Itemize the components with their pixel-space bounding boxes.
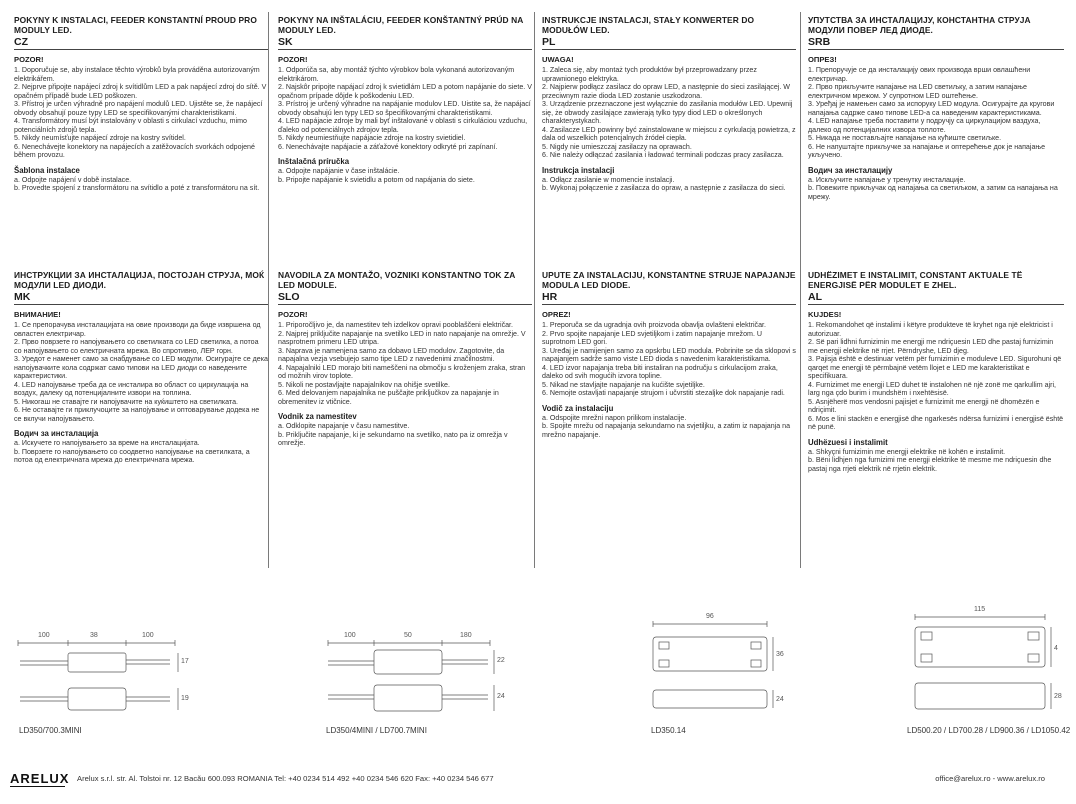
instruction-item: 5. Никогаш не ставајте ги напојувачите на куќиштето на светилката. xyxy=(14,397,238,406)
instruction-item: 6. Med delovanjem napajalnika ne puščajte priključkov za napajanje in obremenitev iz vtičnice. xyxy=(278,389,499,406)
guide-title: Inštalačná príručka xyxy=(278,157,350,166)
instruction-item: 3. Uređaj je namijenjen samo za opskrbu LED modula. Pobrinite se da sklopovi s napajanjem sadrže samo viste LED dioda s navedenim karakteristikama. xyxy=(542,346,796,363)
guide-item: a. Odklopite napajanje v času namestitve. xyxy=(278,422,410,430)
instruction-item: 6. Не напуштајте прикључке за напајање и оптерећење док је напајање укључено. xyxy=(808,142,1046,159)
guide-item: b. Bëni lidhjen nga furnizimi me energji elektrike të mesme me ndriçuesin dhe pastaj nga rrjeti elektrik në rrjetin elektrik. xyxy=(808,456,1052,473)
instruction-item: 1. Zaleca się, aby montaż tych produktów był przeprowadzany przez uprawnionego elektryka. xyxy=(542,66,757,83)
guide-item: b. Повежите прикључак од напајања са светиљком, а затим са напајања на мрежу. xyxy=(808,184,1058,201)
dimension-label: 100 xyxy=(142,632,154,639)
language-code: CZ xyxy=(14,36,268,50)
instruction-item: 1. Препоручује се да инсталацију ових производа врши овлашћени електричар. xyxy=(808,66,1031,83)
instruction-item: 1. Се препорачува инсталацијата на овие производи да биде извршена од овластен електричар. xyxy=(14,321,261,338)
guide-item: b. Wykonaj połączenie z zasilacza do opraw, a następnie z zasilacza do sieci. xyxy=(542,184,786,192)
warning-label: POZOR! xyxy=(278,55,308,64)
instruction-item: 6. Nenechávejte konektory na napájecích a zatěžovacích svorkách odpojené během provozu. xyxy=(14,142,255,159)
language-code: HR xyxy=(542,291,796,305)
guide-item: a. Odspojite mrežni napon prilikom instalacije. xyxy=(542,413,687,422)
instruction-item: 2. Najskôr pripojte napájací zdroj k svietidlám LED a potom napájanie do siete. V opačnom prípade dôjde k poškodeniu LED. xyxy=(278,83,532,100)
guide-item: b. Provedte spojení z transformátoru na svítidlo a poté z transformátoru na sít. xyxy=(14,184,260,192)
warning-label: ОПРЕЗ! xyxy=(808,55,837,64)
instruction-item: 2. Прво поврзете го напојувањето со светилката со LED светилка, а потоа со напојувањето со електричната мрежа. Во спротивно, ЛЕР горн. xyxy=(14,338,259,355)
logo-underline xyxy=(10,786,65,787)
model-label: LD500.20 / LD700.28 / LD900.36 / LD1050.42 xyxy=(907,726,1071,735)
section-srb xyxy=(808,15,1064,201)
guide-item: a. Odpojte napájanie v čase inštalácie. xyxy=(278,167,400,175)
company-address: Arelux s.r.l. str. Al. Tolstoi nr. 12 Bacău 600.093 ROMANIA Tel: +40 0234 514 492 +40 0234 546 620 Fax: +40 0234 546 677 xyxy=(77,774,494,783)
guide-title: Vodič za instalaciju xyxy=(542,403,614,413)
guide-item: b. Поврзете го напојувањето со соодветно напојување на светилката, а потоа од електричната мрежа до електричната мрежа. xyxy=(14,447,250,464)
instruction-item: 4. LED напајање треба поставити у подручју са циркулацијом ваздуха, далеко од потенцијалних извора топлоте. xyxy=(808,117,1041,134)
brand-logo: ARELUX xyxy=(10,771,70,786)
instruction-item: 3. Urządzenie przeznaczone jest wyłącznie do zasilania modułów LED. Upewnij się, że obwody zasilające zawierają tylko typy diod LED o określonych charakterystykach. xyxy=(542,100,793,125)
warning-label: UWAGA! xyxy=(542,55,574,64)
guide-title: Vodnik za namestitev xyxy=(278,412,357,421)
warning-label: ВНИМАНИЕ! xyxy=(14,310,61,319)
dimension-label: 100 xyxy=(38,632,50,639)
dimension-label: 17 xyxy=(181,658,189,665)
instruction-item: 3. Naprava je namenjena samo za dobavo LED modulov. Zagotovite, da napajalna vezja vsebujejo samo tipe LED z navedenimi značilnostmi. xyxy=(278,346,505,363)
dimension-label: 100 xyxy=(344,632,356,639)
instruction-item: 3. Pajisja është e destinuar vetëm për furnizimin e moduleve LED. Sigurohuni që qarqet me energji të përmbajnë vetëm llojet e LED me karakteristikat e specifikuara. xyxy=(808,355,1062,380)
product-drawing-ld500-20 xyxy=(905,605,1075,715)
product-drawing-ld350-4mini xyxy=(318,625,518,715)
guide-item: b. Spojite mrežu od napajanja sekundarno na svjetiljku, a zatim iz napajanja na mrežno napajanje. xyxy=(542,422,791,439)
guide-item: a. Искључите напајање у тренутку инсталације. xyxy=(808,175,966,184)
instruction-item: 5. Asnjëherë mos vendosni pajisjet e furnizimit me energji në dhomëzën e ndriçimit. xyxy=(808,397,1040,414)
product-drawing-ld350-700-3mini xyxy=(10,625,210,715)
guide-title: Водич за инсталација xyxy=(14,429,99,438)
instruction-item: 5. Никада не постављајте напајање на кућиште светиљке. xyxy=(808,134,1002,142)
guide-item: b. Priključite napajanje, ki je sekundarno na svetilko, nato pa iz omrežja v omrežje. xyxy=(278,430,508,447)
instruction-item: 3. Уређај је намењен само за испоруку LED модула. Осигурајте да кругови напајања садрже само типове LED-а са наведеним карактеристикама. xyxy=(808,100,1055,117)
instruction-item: 4. Furnizimet me energji LED duhet të instalohen në një zonë me qarkullim ajri, larg nga çdo burim i mundshëm i nxehtësisë. xyxy=(808,380,1057,397)
instruction-item: 5. Nikdy neumísťujte napájecí zdroje na kostry svítidel. xyxy=(14,134,186,142)
dimension-label: 38 xyxy=(90,632,98,639)
product-drawing-ld350-14 xyxy=(645,612,785,712)
section-title: POKYNY NA INŠTALÁCIU, FEEDER KONŠTANTNÝ PRÚD NA MODULY LED. xyxy=(278,15,524,35)
model-label: LD350/4MINI / LD700.7MINI xyxy=(326,726,427,735)
warning-label: POZOR! xyxy=(14,55,44,64)
instruction-item: 6. Nemojte ostavljati napajanje strujom i učvrstiti stezaljke dok napajanje radi. xyxy=(542,389,785,397)
language-code: PL xyxy=(542,36,796,50)
instruction-item: 5. Nikad ne stavljajte napajanje na kućište svjetiljke. xyxy=(542,380,705,389)
section-title: INSTRUKCJE INSTALACJI, STAŁY KONWERTER DO MODUŁÓW LED. xyxy=(542,15,755,35)
guide-item: a. Shkyçni furnizimin me energji elektrike në kohën e instalimit. xyxy=(808,447,1006,456)
instruction-item: 5. Nikoli ne postavljajte napajalnikov na ohišje svetilke. xyxy=(278,380,450,389)
section-mk xyxy=(14,270,268,465)
dimension-label: 28 xyxy=(1054,693,1062,700)
instruction-item: 2. Najpierw podłącz zasilacz do opraw LED, a następnie do sieci zasilającej. W przeciwnym razie dioda LED zostanie uszkodzona. xyxy=(542,83,791,100)
warning-label: KUJDES! xyxy=(808,310,842,319)
dimension-label: 24 xyxy=(776,696,784,703)
dimension-label: 36 xyxy=(776,651,784,658)
instruction-item: 6. Mos e lini stackën e energjisë dhe ngarkesës ndërsa furnizimi i energjisë është në punë. xyxy=(808,414,1064,431)
column-divider xyxy=(534,12,535,568)
instruction-item: 3. Prístroj je určený výhradne na napájanie modulov LED. Uistite sa, že napájací obvody obsahujú len typy LED so špecifikovanými charakteristikami. xyxy=(278,100,531,117)
instruction-item: 1. Doporučuje se, aby instalace těchto výrobků byla prováděna autorizovaným elektrikářem. xyxy=(14,66,260,83)
section-cz xyxy=(14,15,268,193)
driver-outline-drawing xyxy=(645,612,785,712)
language-code: MK xyxy=(14,291,268,305)
section-title: UPUTE ZA INSTALACIJU, KONSTANTNE STRUJE NAPAJANJE MODULA LED DIODE. xyxy=(542,270,796,290)
guide-item: a. Odpojte napájení v době instalace. xyxy=(14,175,132,184)
instruction-item: 6. Nie należy odłączać zasilania i ładować terminali podczas pracy zasilacza. xyxy=(542,151,784,159)
instruction-item: 5. Nigdy nie umieszczaj zasilaczy na oprawach. xyxy=(542,142,692,151)
guide-item: a. Искучете го напојувањето за време на инсталацијата. xyxy=(14,439,200,447)
instruction-item: 2. Së pari lidhni furnizimin me energji me ndriçuesin LED dhe pastaj furnizimin me energji elektrike në rrjet. Përndryshe, LED djeg. xyxy=(808,338,1054,355)
dimension-label: 22 xyxy=(497,657,505,664)
section-al xyxy=(808,270,1064,473)
dimension-label: 115 xyxy=(974,606,986,613)
instruction-item: 3. Přístroj je určen výhradně pro napájení modulů LED. Ujistěte se, že napájecí obvody obsahují pouze typy LED se specifikovanými charakteristikami. xyxy=(14,100,263,117)
warning-label: OPREZ! xyxy=(542,310,571,319)
driver-outline-drawing xyxy=(905,605,1075,715)
language-code: SRB xyxy=(808,36,1064,50)
instruction-item: 2. Prvo spojite napajanje LED svjetiljkom i zatim napajanje mrežom. U suprotnom LED gori. xyxy=(542,329,763,346)
model-label: LD350.14 xyxy=(651,726,686,735)
instruction-item: 2. Nejprve připojte napájecí zdroj k svítidlům LED a pak napájecí zdroj do sítě. V opačném případě bude LED poškozen. xyxy=(14,83,267,100)
company-contact: office@arelux.ro - www.arelux.ro xyxy=(935,774,1045,783)
instruction-item: 4. Napajalniki LED morajo biti nameščeni na območju s kroženjem zraka, stran od možnih virov toplote. xyxy=(278,363,526,380)
section-title: УПУТСТВА ЗА ИНСТАЛАЦИЈУ, КОНСТАНТНА СТРУЈА МОДУЛИ ПОВЕР ЛЕД ДИОДЕ. xyxy=(808,15,1031,35)
language-code: SK xyxy=(278,36,532,50)
language-code: AL xyxy=(808,291,1064,305)
instruction-item: 6. Nenechávajte napájacie a záťažové konektory odkryté pri zapínaní. xyxy=(278,142,498,151)
model-label: LD350/700.3MINI xyxy=(19,726,82,735)
section-title: ИНСТРУКЦИИ ЗА ИНСТАЛАЦИЈА, ПОСТОЈАН СТРУЈА, МОЌ МОДУЛИ LED ДИОДИ. xyxy=(14,270,265,290)
instruction-item: 4. Transformátory musí být instalovány v oblasti s cirkulací vzduchu, mimo potenciálních zdrojů tepla. xyxy=(14,117,247,134)
dimension-label: 24 xyxy=(497,693,505,700)
dimension-label: 19 xyxy=(181,695,189,702)
section-title: NAVODILA ZA MONTAŽO, VOZNIKI KONSTANTNO TOK ZA LED MODULE. xyxy=(278,270,516,290)
instruction-item: 5. Nikdy neumiestňujte napájacie zdroje na kostry svietidiel. xyxy=(278,134,466,142)
dimension-label: 4 xyxy=(1054,645,1058,652)
dimension-label: 96 xyxy=(706,613,714,620)
column-divider xyxy=(800,12,801,568)
instruction-item: 1. Rekomandohet që instalimi i këtyre produkteve të kryhet nga një elektricist i autorizuar. xyxy=(808,321,1053,338)
guide-item: a. Odłącz zasilanie w momencie instalacji. xyxy=(542,175,675,184)
guide-item: b. Pripojte napájanie k svietidlu a potom od napájania do siete. xyxy=(278,175,475,184)
guide-title: Udhëzuesi i instalimit xyxy=(808,437,888,447)
instruction-item: 1. Priporočljivo je, da namestitev teh izdelkov opravi pooblaščeni električar. xyxy=(278,321,514,329)
dimension-label: 50 xyxy=(404,632,412,639)
warning-label: POZOR! xyxy=(278,310,308,319)
section-title: UDHËZIMET E INSTALIMIT, CONSTANT AKTUALE TË ENERGJISË PËR MODULET E ZHEL. xyxy=(808,270,1023,290)
instruction-item: 1. Preporuča se da ugradnja ovih proizvoda obavlja ovlašteni električar. xyxy=(542,321,766,329)
instruction-item: 4. Zasilacze LED powinny być zainstalowane w miejscu z cyrkulacją powietrza, z dala od wszelkich potencjalnych źródeł ciepła. xyxy=(542,125,796,142)
guide-title: Instrukcja instalacji xyxy=(542,165,615,175)
instruction-item: 1. Odporúča sa, aby montáž týchto výrobkov bola vykonaná autorizovaným elektrikárom. xyxy=(278,66,515,83)
instruction-item: 2. Прво прикључите напајање на LED светиљку, а затим напајање електричном мрежом. У супротном LED оштећење. xyxy=(808,83,1028,100)
section-pl xyxy=(542,15,796,193)
instruction-item: 6. Не оставајте ги приклучоците за напојување и оптоварување додека не се вклучи напојувањето. xyxy=(14,406,260,423)
instruction-item: 4. LED напојување треба да се инсталира во област со циркулација на воздух, далеку од потенцијалните извори на топлина. xyxy=(14,380,249,397)
dimension-label: 180 xyxy=(460,632,472,639)
language-code: SLO xyxy=(278,291,532,305)
section-slo xyxy=(278,270,532,448)
instruction-item: 4. LED napájacie zdroje by mali byť inštalované v oblasti s cirkuláciou vzduchu, ďaleko od potenciálnych zdrojov tepla. xyxy=(278,117,528,134)
guide-title: Šablona instalace xyxy=(14,165,80,175)
guide-title: Водич за инсталацију xyxy=(808,165,893,175)
instruction-item: 2. Najprej priključite napajanje na svetilko LED in nato napajanje na omrežje. V nasprotnem primeru LED utripa. xyxy=(278,329,526,346)
section-title: POKYNY K INSTALACI, FEEDER KONSTANTNÍ PROUD PRO MODULY LED. xyxy=(14,15,257,35)
section-hr xyxy=(542,270,796,439)
section-sk xyxy=(278,15,532,184)
instruction-item: 4. LED izvor napajanja treba biti instaliran na području s cirkulacijom zraka, daleko od svih mogućih izvora topline. xyxy=(542,363,778,380)
instruction-item: 3. Уредот е наменет само за снабдување со LED модули. Осигурајте се дека напојувачките кола содржат само типови на LED диоди со наведените карактеристики. xyxy=(14,355,268,380)
footer xyxy=(0,771,1076,785)
column-divider xyxy=(268,12,269,568)
